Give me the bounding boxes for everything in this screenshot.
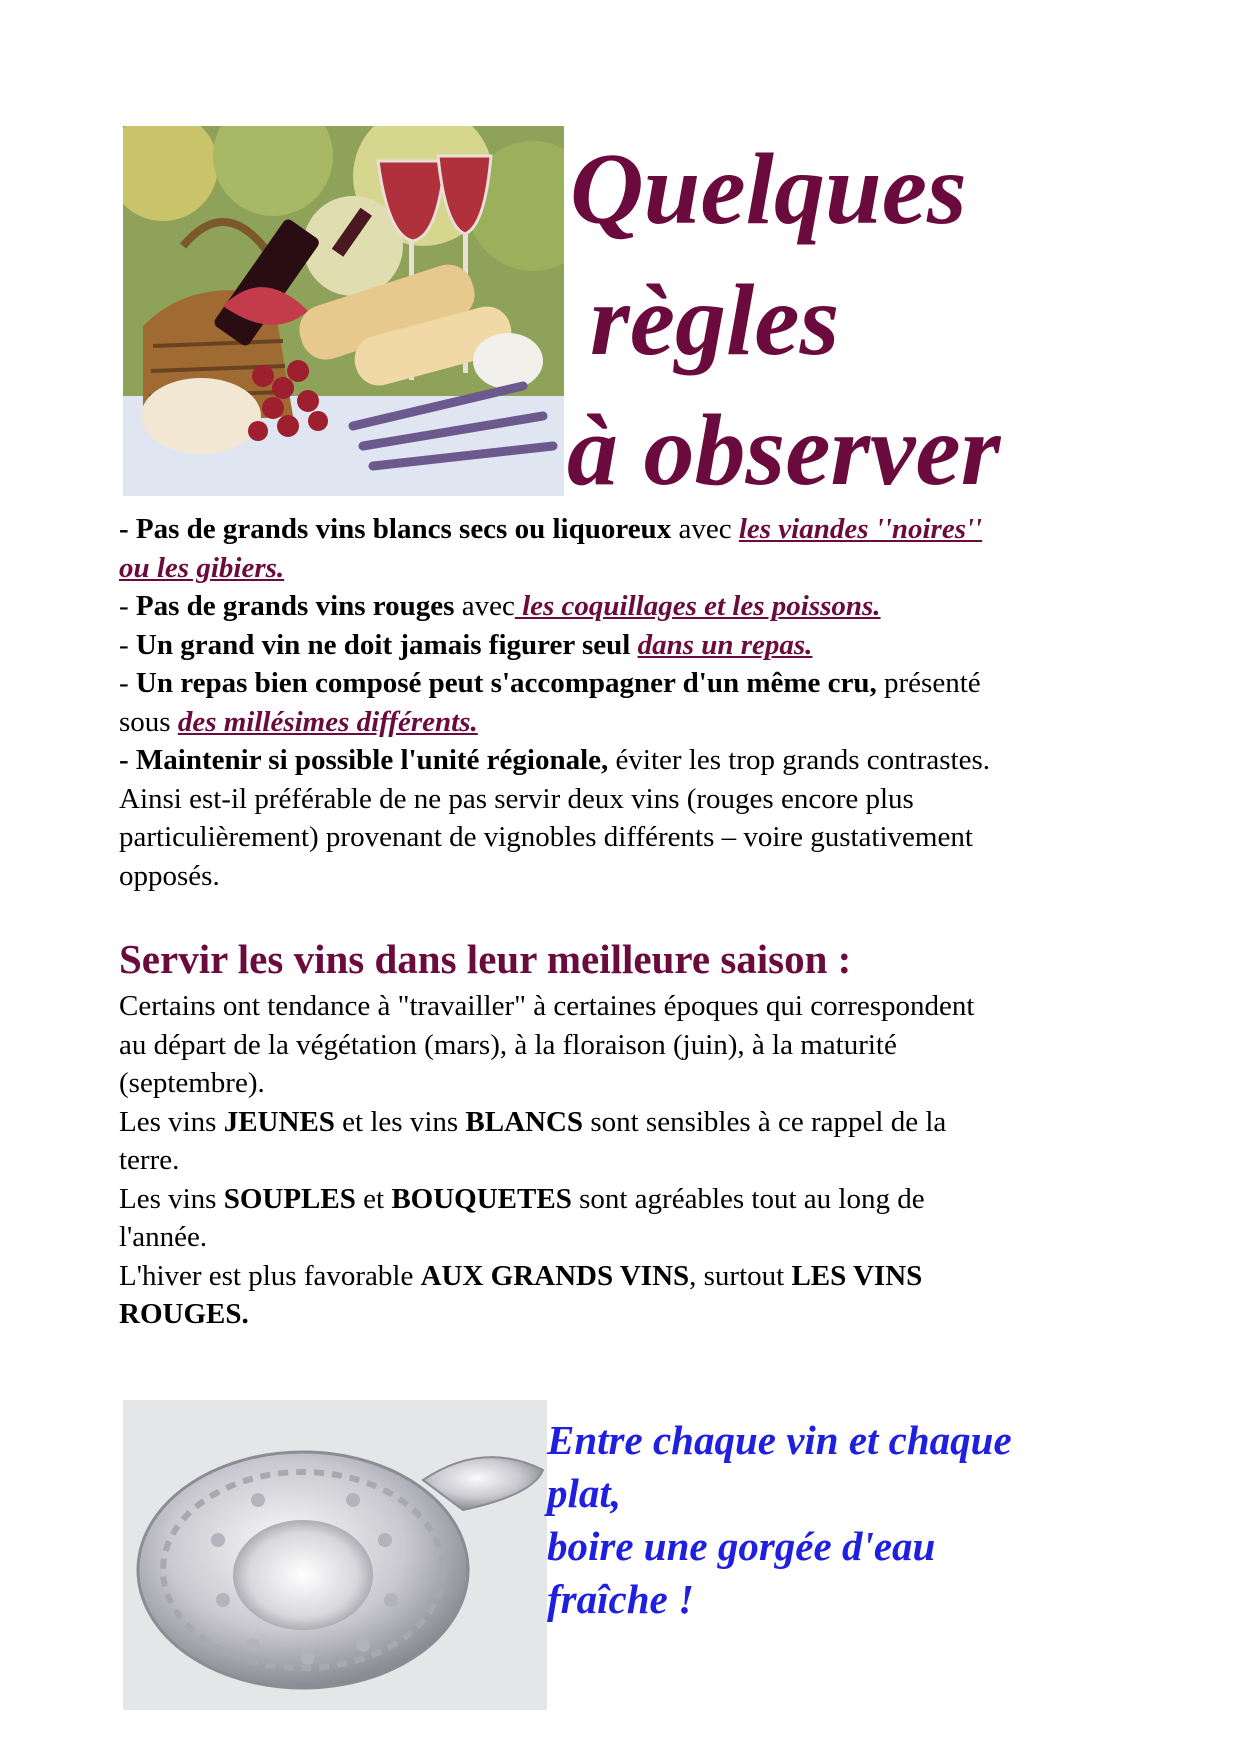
title-line-3: à observer (567, 394, 1001, 507)
rule-dash: - (119, 744, 136, 776)
rules-list (119, 510, 1129, 895)
season-p2 (119, 1103, 1129, 1142)
rule-2-bold: Pas de grands vins rouges (135, 590, 455, 622)
rule-1-link-a[interactable]: les viandes ''noires'' (738, 513, 983, 545)
rule-3-bold: Un grand vin ne doit jamais figurer seul (135, 628, 631, 661)
rule-dash: - (119, 628, 136, 661)
rule-1-link-b[interactable]: ou les gibiers. (119, 551, 285, 584)
season-heading: Servir les vins dans leur meilleure saison : (119, 936, 852, 982)
season-p3-bold-bouquetes: BOUQUETES (391, 1182, 572, 1215)
rule-4-link[interactable]: des millésimes différents. (177, 705, 478, 738)
rule-4-text: présenté (876, 667, 981, 699)
rule-dash: - (119, 667, 136, 699)
picnic-wine-photo (123, 126, 564, 496)
rule-4-cont (119, 703, 1129, 742)
rule-5-line-4: opposés. (119, 859, 220, 892)
rule-2-text: avec (454, 590, 515, 622)
rule-2 (119, 587, 1129, 626)
season-p4-cont (119, 1295, 1129, 1334)
rule-3-text (630, 629, 637, 661)
rule-1 (119, 510, 1129, 549)
water-line-1: Entre chaque vin et chaque (547, 1417, 1012, 1463)
season-p3-text: Les vins (119, 1182, 224, 1215)
season-p3 (119, 1180, 1129, 1219)
rule-1-bold: Pas de grands vins blancs secs ou liquoreux (135, 513, 672, 545)
season-p4-text: , surtout (689, 1259, 792, 1292)
rule-dash: - (119, 590, 136, 622)
season-p4-bold-grands-vins: AUX GRANDS VINS (420, 1259, 690, 1292)
season-p2-text: Les vins (119, 1105, 224, 1138)
rule-1-cont (119, 549, 1129, 588)
water-advice (547, 1414, 1107, 1626)
water-line-3: boire une gorgée d'eau (547, 1523, 936, 1569)
season-p3-text: sont agréables tout au long de (571, 1182, 925, 1215)
rule-3 (119, 626, 1129, 665)
season-p1-line-3: (septembre). (119, 1067, 265, 1099)
season-p4-bold-les-vins: LES VINS (791, 1259, 923, 1292)
rule-5-bold: Maintenir si possible l'unité régionale, (135, 744, 609, 776)
season-p2-text: sont sensibles à ce rappel de la (583, 1105, 947, 1138)
title-line-1: Quelques (570, 133, 967, 246)
season-p3-cont: l'année. (119, 1221, 208, 1253)
rule-4-bold: Un repas bien composé peut s'accompagner d'un même cru, (135, 667, 877, 699)
rule-3-link[interactable]: dans un repas. (637, 628, 813, 661)
rule-4 (119, 664, 1129, 703)
rule-2-link[interactable]: les coquillages et les poissons. (514, 590, 881, 622)
season-p2-bold-jeunes: JEUNES (223, 1105, 335, 1138)
rule-dash: - (119, 513, 136, 545)
rule-5 (119, 741, 1129, 780)
rule-4-text-2: sous (119, 705, 178, 738)
rule-1-text: avec (671, 513, 739, 545)
title-line-2: règles (590, 264, 840, 377)
season-p3-bold-souples: SOUPLES (223, 1182, 356, 1215)
season-p4 (119, 1257, 1129, 1296)
rule-5-text: éviter les trop grands contrastes. (608, 744, 990, 776)
season-body (119, 987, 1129, 1334)
season-p4-bold-rouges: ROUGES. (119, 1298, 249, 1330)
tastevin-photo (123, 1400, 547, 1710)
rule-5-line-3: particulièrement) provenant de vignobles différents – voire gustativement (119, 821, 973, 853)
season-p2-text: et les vins (334, 1105, 466, 1138)
season-p1-line-2: au départ de la végétation (mars), à la floraison (juin), à la maturité (119, 1028, 897, 1061)
season-p2-cont: terre. (119, 1144, 180, 1176)
rule-5-line-2: Ainsi est-il préférable de ne pas servir deux vins (rouges encore plus (119, 782, 914, 815)
season-p4-text: L'hiver est plus favorable (119, 1259, 421, 1292)
water-line-4: fraîche ! (547, 1576, 694, 1622)
water-line-2: plat, (547, 1470, 622, 1516)
season-p1-line-1: Certains ont tendance à "travailler" à certaines époques qui correspondent (119, 990, 975, 1022)
season-p3-text: et (355, 1182, 392, 1215)
season-p2-bold-blancs: BLANCS (465, 1105, 584, 1138)
